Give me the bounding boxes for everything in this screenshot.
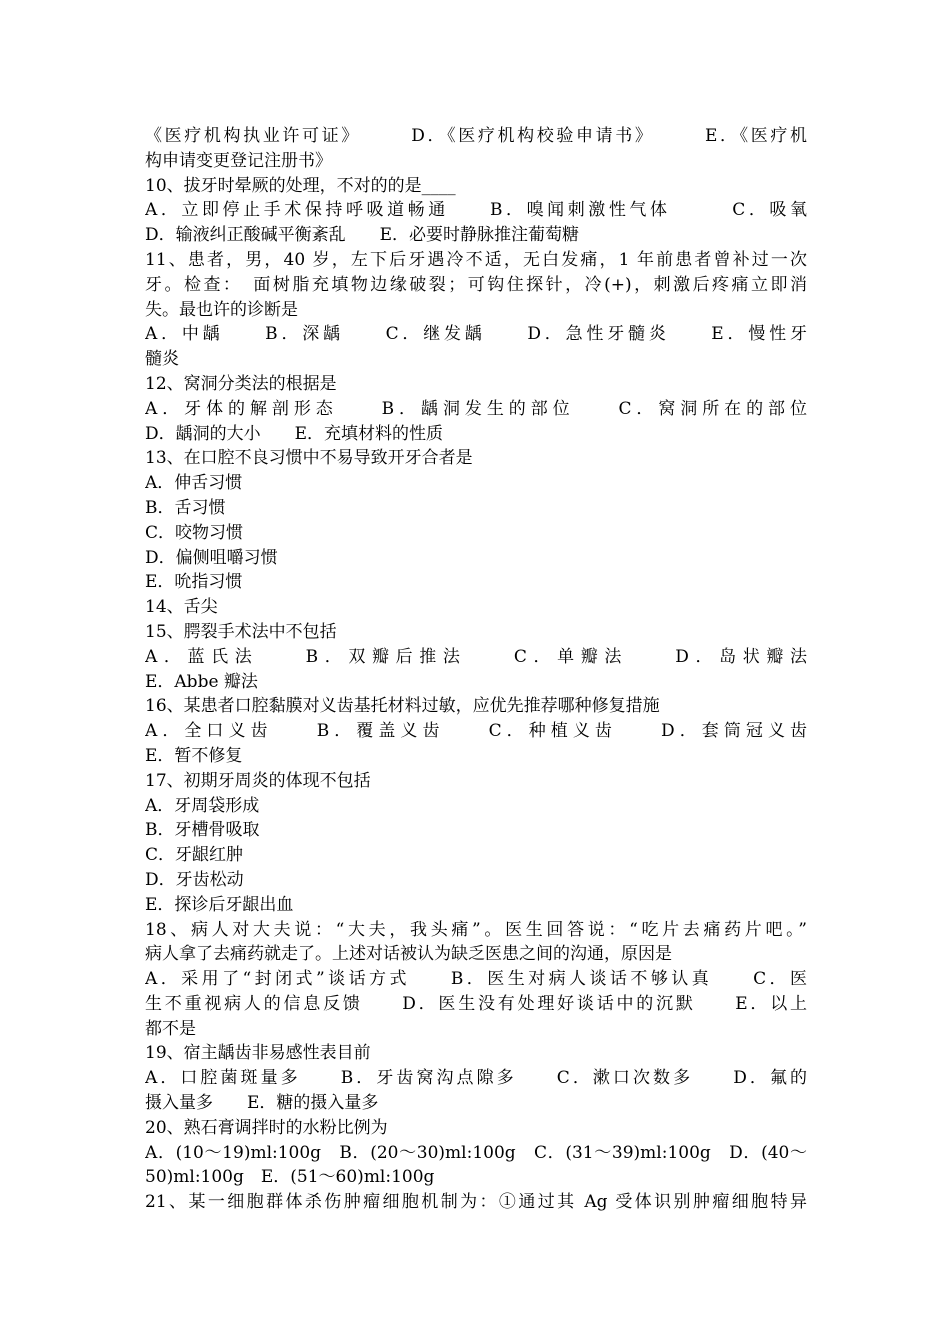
- document-page: [145, 124, 807, 1215]
- text-line: 16、某患者口腔黏膜对义齿基托材料过敏，应优先推荐哪种修复措施: [145, 696, 660, 717]
- text-line: 21、某一细胞群体杀伤肿瘤细胞机制为：①通过其 Ag 受体识别肿瘤细胞特异: [145, 1192, 807, 1213]
- text-line: 11、患者，男，40 岁，左下后牙遇冷不适，无白发痛，1 年前患者曾补过一次: [145, 249, 807, 270]
- text-line: D．输液纠正酸碱平衡紊乱 E．必要时静脉推注葡萄糖: [145, 225, 580, 246]
- text-line: B．牙槽骨吸取: [145, 820, 260, 841]
- text-line: 13、在口腔不良习惯中不易导致开牙合者是: [145, 448, 473, 469]
- text-line: 15、腭裂手术法中不包括: [145, 621, 337, 642]
- text-line: 髓炎: [145, 349, 179, 370]
- text-line: 14、舌尖: [145, 597, 218, 618]
- text-line: A．蓝氏法 B．双瓣后推法 C．单瓣法 D．岛状瓣法: [145, 646, 807, 667]
- text-line: 失。最也许的诊断是: [145, 299, 298, 320]
- text-line: 17、初期牙周炎的体现不包括: [145, 770, 371, 791]
- text-line: D．偏侧咀嚼习惯: [145, 547, 278, 568]
- text-line: E．探诊后牙龈出血: [145, 894, 294, 915]
- text-line: A．口腔菌斑量多 B．牙齿窝沟点隙多 C．漱口次数多 D．氟的: [145, 1068, 807, 1089]
- text-line: E．吮指习惯: [145, 572, 243, 593]
- text-line: B．舌习惯: [145, 497, 226, 518]
- text-line: 18、病人对大夫说：“大夫，我头痛”。医生回答说：“吃片去痛药片吧。”: [145, 919, 807, 940]
- text-line: 19、宿主龋齿非易感性表目前: [145, 1043, 371, 1064]
- text-line: A．立即停止手术保持呼吸道畅通 B．嗅闻刺激性气体 C．吸氧: [145, 200, 807, 221]
- text-line: A．采用了“封闭式”谈话方式 B．医生对病人谈话不够认真 C．医: [145, 969, 807, 990]
- text-line: 生不重视病人的信息反馈 D．医生没有处理好谈话中的沉默 E．以上: [145, 993, 807, 1014]
- text-line: 病人拿了去痛药就走了。上述对话被认为缺乏医患之间的沟通，原因是: [145, 944, 672, 965]
- text-line: 都不是: [145, 1018, 196, 1039]
- text-line: D．龋洞的大小 E．充填材料的性质: [145, 423, 444, 444]
- text-line: 牙。检查： 面树脂充填物边缘破裂；可钩住探针，冷(+)，刺激后疼痛立即消: [145, 274, 807, 295]
- text-line: A．中龋 B．深龋 C．继发龋 D．急性牙髓炎 E．慢性牙: [145, 324, 807, 345]
- text-line: C．牙龈红肿: [145, 845, 244, 866]
- text-line: A．(10～19)ml:100g B．(20～30)ml:100g C．(31～39)ml:100g D．(40～: [145, 1142, 807, 1163]
- text-line: A．伸舌习惯: [145, 473, 243, 494]
- text-line: 20、熟石膏调拌时的水粉比例为: [145, 1117, 388, 1138]
- text-line: E．暂不修复: [145, 745, 243, 766]
- text-line: A．全口义齿 B．覆盖义齿 C．种植义齿 D．套筒冠义齿: [145, 721, 807, 742]
- text-line: 12、窝洞分类法的根据是: [145, 373, 337, 394]
- text-line: A．牙周袋形成: [145, 795, 260, 816]
- text-line: C．咬物习惯: [145, 522, 244, 543]
- text-line: E．Abbe 瓣法: [145, 671, 258, 692]
- text-line: D．牙齿松动: [145, 869, 244, 890]
- text-line: 10、拔牙时晕厥的处理，不对的的是____: [145, 175, 456, 196]
- text-line: 50)ml:100g E．(51～60)ml:100g: [145, 1167, 435, 1188]
- text-line: 《医疗机构执业许可证》 D．《医疗机构校验申请书》 E．《医疗机: [145, 126, 807, 146]
- text-line: 摄入量多 E．糖的摄入量多: [145, 1093, 379, 1114]
- text-line: A．牙体的解剖形态 B．龋洞发生的部位 C．窝洞所在的部位: [145, 398, 807, 419]
- text-line: 构申请变更登记注册书》: [145, 150, 332, 171]
